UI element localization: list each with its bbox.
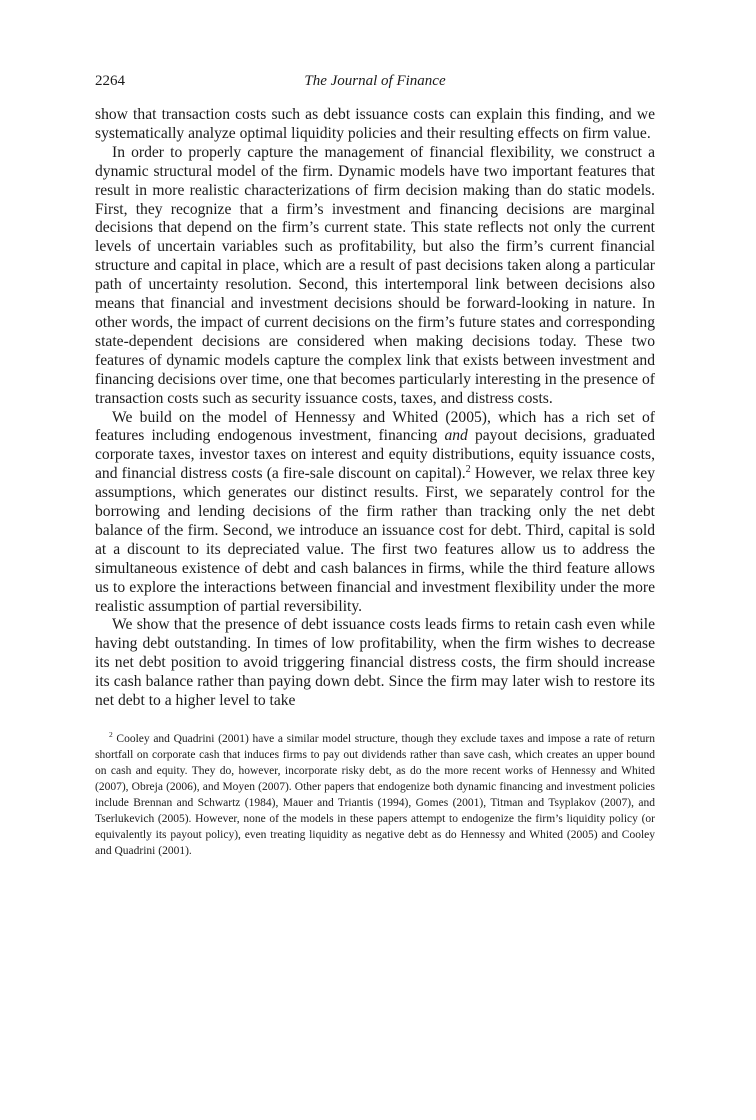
- paragraph-text: payout decisions, graduated corporate taxes, investor taxes on interest and equity distributions, equity issuance costs, and financial distress costs (a fire-sale discount on capital).: [95, 427, 655, 483]
- body-text: [95, 106, 655, 711]
- paragraph-text: We build on the model of Hennessy and Whited (2005), which has a rich set of features including endogenous investment, financing: [95, 408, 655, 445]
- footnote: [95, 731, 655, 859]
- italic-emphasis: and: [444, 427, 468, 445]
- journal-title: The Journal of Finance: [304, 73, 446, 89]
- footnote-text: Cooley and Quadrini (2001) have a similar model structure, though they exclude taxes and impose a rate of return shortfall on corporate cash that induces firms to pay out dividends rather than save cash, which creates an upper bound on cash and equity. They do, however, incorporate risky debt, as do the more recent works of Hennessy and Whited (2007), Obreja (2006), and Moyen (2007). Other papers that endogenize both dynamic financing and investment policies include Brennan and Schwartz (1984), Mauer and Triantis (1994), Gomes (2001), Titman and Tsyplakov (2007), and Tserlukevich (2005). However, none of the models in these papers attempt to endogenize the firm’s liquidity policy (or equivalently its payout policy), even treating liquidity as negative debt as do Hennessy and Whited (2005) and Cooley and Quadrini (2001).: [95, 733, 655, 857]
- footnote-number: 2: [109, 730, 113, 740]
- page-number: 2264: [95, 73, 125, 89]
- paragraph-model-build: [95, 409, 655, 617]
- paragraph-dynamic-models: In order to properly capture the management of financial flexibility, we construct a dynamic structural model of the firm. Dynamic models have two important features that result in more realistic characterizations of firm decision making than do static models. First, they recognize that a firm’s investment and financing decisions are marginal decisions that depend on the firm’s current state. This state reflects not only the current levels of uncertain variables such as profitability, but also the firm’s current financial structure and capital in place, which are a result of past decisions taken along a particular path of uncertainty resolution. Second, this intertemporal link between decisions also means that financial and investment decisions should be forward-looking in nature. In other words, the impact of current decisions on the firm’s future states and corresponding state-dependent decisions are considered when making decisions today. These two features of dynamic models capture the complex link that exists between investment and financing decisions over time, one that becomes particularly interesting in the presence of transaction costs such as security issuance costs, taxes, and distress costs.: [95, 143, 655, 407]
- footnote-marker[interactable]: 2: [465, 464, 471, 476]
- paragraph-debt-issuance: We show that the presence of debt issuance costs leads firms to retain cash even while having debt outstanding. In times of low profitability, when the firm wishes to decrease its net debt position to avoid triggering financial distress costs, the firm should increase its cash balance rather than paying down debt. Since the firm may later wish to restore its net debt to a higher level to take: [95, 616, 655, 710]
- journal-page: [95, 72, 655, 859]
- running-head: [95, 72, 655, 92]
- footnotes: [95, 731, 655, 859]
- paragraph-continuation: show that transaction costs such as debt issuance costs can explain this finding, and we systematically analyze optimal liquidity policies and their resulting effects on firm value.: [95, 106, 655, 142]
- paragraph-text: However, we relax three key assumptions, which generates our distinct results. First, we separately control for the borrowing and lending decisions of the firm rather than tracking only the net debt balance of the firm. Second, we introduce an issuance cost for debt. Third, capital is sold at a discount to its depreciated value. The first two features allow us to address the simultaneous existence of debt and cash balances in firms, while the third feature allows us to explore the interactions between financial and investment flexibility under the more realistic assumption of partial reversibility.: [95, 465, 655, 615]
